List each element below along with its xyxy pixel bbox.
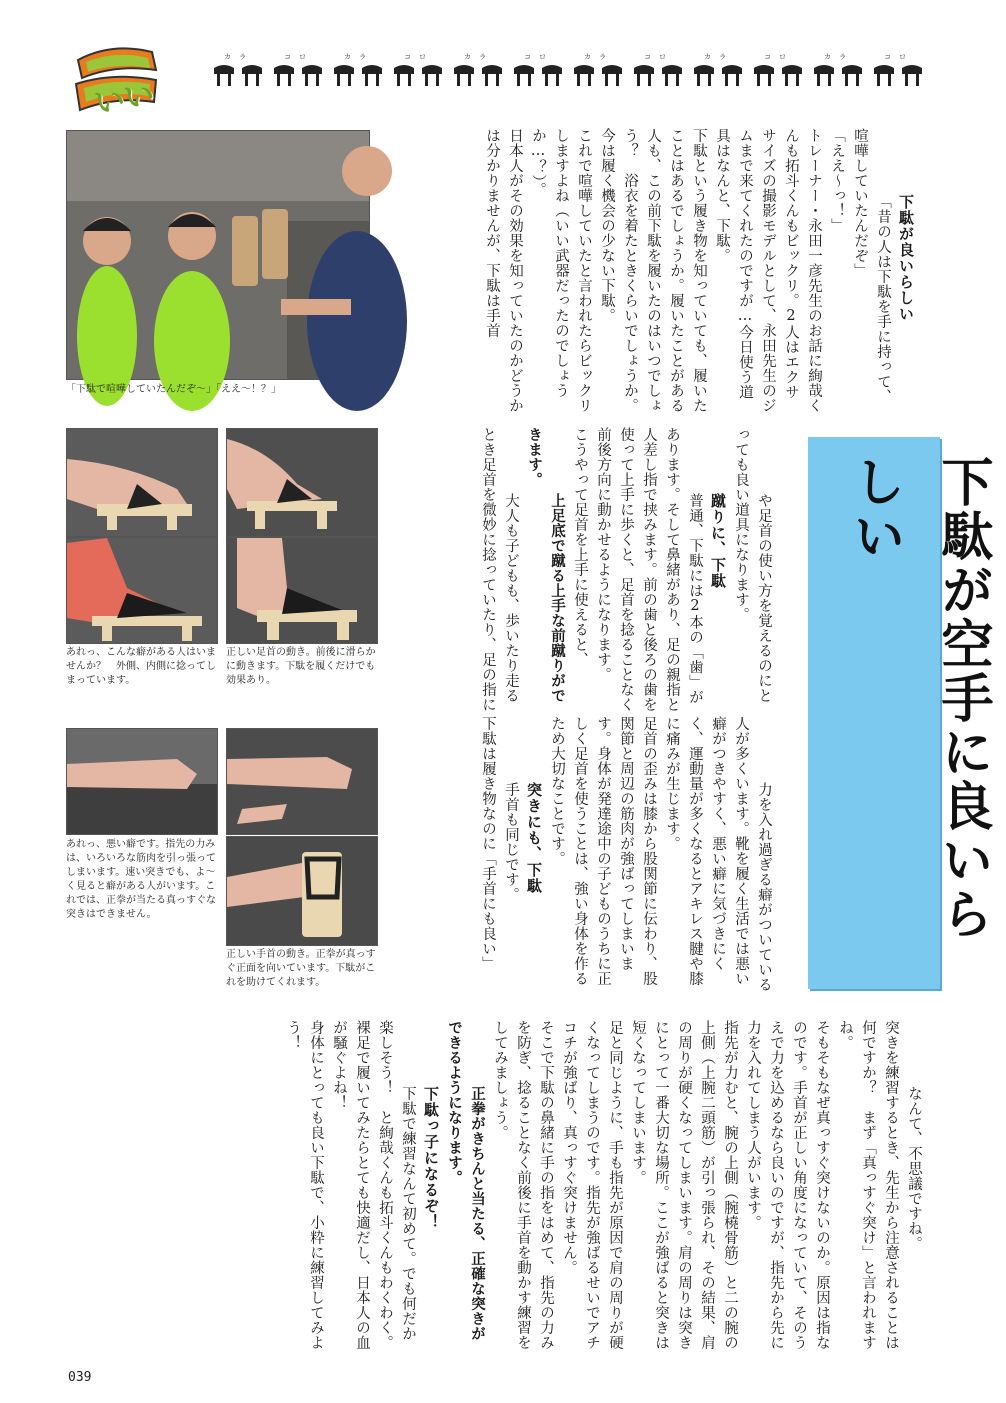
section-emphasis: 上足底で蹴る上手な前蹴りができます。	[526, 427, 565, 703]
geta-sound: コロ	[284, 53, 314, 61]
geta-sound: カラ	[824, 53, 854, 61]
hand-good-caption: 正しい手首の動き。正拳が真っすぐ正面を向いています。下駄がこれを助けてくれます。	[226, 949, 376, 988]
section-emphasis: 正拳がきちんと当たる、正確な突きができるようになります。	[446, 1020, 485, 1341]
geta-icon	[872, 62, 926, 88]
geta-icon	[272, 62, 326, 88]
hand-good-photo-1	[226, 728, 378, 835]
section-body: 普通、下駄には2本の「歯」があります。そして鼻緒があり、足の親指と人差し指で挟みます。前の歯と後ろの歯を使って上手に歩くと、足首を捻ることなく前後方向に動かせるようになります。 こうやって足首を上手に使えると、	[572, 427, 703, 712]
title-box	[808, 437, 992, 989]
geta-sound: コロ	[644, 53, 674, 61]
hand-bad-caption: あれっ、悪い癖です。指先の力みは、いろいろな筋肉を引っ張ってしまいます。速い突きでも、よ〜く見ると癖がある人がいます。これでは、正拳が当たる真っすぐな突きはできません。	[66, 839, 216, 920]
geta-sound: コロ	[524, 53, 554, 61]
geta-icon	[692, 62, 746, 88]
geta-icon	[212, 62, 266, 88]
main-photo	[66, 130, 370, 380]
geta-sound: カラ	[584, 53, 614, 61]
page-title: 下駄が空手に良いらしい	[844, 455, 992, 941]
geta-sound: カラ	[464, 53, 494, 61]
geta-sound: カラ	[224, 53, 254, 61]
section-heading: 突きにも、下駄	[525, 782, 543, 894]
geta-pair	[512, 52, 566, 92]
geta-pair	[392, 52, 446, 92]
geta-sound: コロ	[764, 53, 794, 61]
foot-bad-caption: あれっ、こんな癖がある人はいませんか？ 外側、内側に捻ってしまっています。	[66, 647, 216, 686]
section-lead: や足首の使い方を覚えるのにとっても良い道具になります。	[733, 427, 772, 703]
geta-pair	[692, 52, 746, 92]
geta-pair	[212, 52, 266, 92]
geta-pair	[752, 52, 806, 92]
geta-sound: コロ	[404, 53, 434, 61]
geta-icon	[452, 62, 506, 88]
geta-sound: カラ	[344, 53, 374, 61]
geta-sound: コロ	[884, 53, 914, 61]
geta-pair	[812, 52, 866, 92]
geta-icon	[752, 62, 806, 88]
foot-good-photo-1	[226, 428, 378, 537]
hand-good-photo-2	[226, 836, 378, 946]
foot-bad-photo-2	[66, 537, 218, 644]
page-number: 039	[68, 1370, 92, 1385]
geta-icon	[332, 62, 386, 88]
section-body: 力を入れ過ぎる癖がついている人が多くいます。靴を履く生活では悪い癖がつきやすく、悪い癖に気づきにくく、運動量が多くなるとアキレス腱や膝に痛みが生じます。 足首の歪みは膝から股関節に伝わり、股関節と周辺の筋肉が強ばってしまいます。身体が発達途中の子どものうちに正しく足首を使うことは、強い身体を作るため大切なことです。	[549, 716, 772, 992]
geta-pair	[572, 52, 626, 92]
logo-text: いい	[92, 77, 158, 122]
geta-header-row	[212, 52, 952, 92]
geta-pair	[272, 52, 326, 92]
geta-icon	[632, 62, 686, 88]
geta-sound: カラ	[704, 53, 734, 61]
geta-pair	[632, 52, 686, 92]
main-photo-caption: 「下駄で喧嘩していたんだぞ〜」「ええ〜！？」	[66, 384, 281, 395]
section-tsuki	[388, 716, 798, 996]
section-geta-good	[380, 128, 940, 413]
corner-logo	[72, 40, 160, 120]
section-heading: 蹴りに、下駄	[709, 493, 727, 589]
hand-bad-photo	[66, 728, 218, 835]
foot-good-caption: 正しい足首の動き。前後に滑らかに動きます。下駄を履くだけでも効果あり。	[226, 647, 376, 686]
geta-pair	[332, 52, 386, 92]
geta-icon	[812, 62, 866, 88]
geta-icon	[392, 62, 446, 88]
section-body: 下駄で練習なんて初めて。でも何だか楽しそう！ と絢哉くんも拓斗くんもわくわく。裸足で履いてみたらとても快適だし、日本人の血が騒ぐよね！ 身体にとっても良い下駄で、小粋に練習してみよう！	[285, 1020, 416, 1350]
section-heading: 下駄っ子になるぞ！	[422, 1086, 440, 1230]
section-body-after: 大人も子どもも、歩いたり走るとき足首を微妙に捻っていたり、足の指に	[480, 427, 519, 712]
foot-good-photo-2	[226, 537, 378, 644]
geta-icon	[572, 62, 626, 88]
section-body: 手首も同じです。 下駄は履き物なのに「手首にも良い」	[480, 716, 519, 971]
foot-bad-photo-1	[66, 428, 218, 537]
geta-pair	[452, 52, 506, 92]
section-body: 「昔の人は下駄を手に持って、喧嘩していたんだぞ」 「ええ〜っ！」 トレーナー・永田一彦先生のお話に絢哉くんも拓斗くんもビックリ。2人はエクササイズの撮影モデルとして、永田先生のジムまで来てくれたのですが…今日使う道具はなんと、下駄。 下駄という履き物を知っていても、履いたことはあるでしょうか。履いたことがある人も、この前下駄を履いたのはいつでしょう？ 浴衣を着たときくらいでしょうか。 今は履く機会の少ない下駄。 これで喧嘩していたと言われたらビックリしますよね（いい武器だったのでしょうか…？）。 日本人がその効果を知っていたのかどうかは分かりませんが、下駄は手首	[484, 128, 891, 413]
section-body: なんて、不思議ですね。 突きを練習するとき、先生から注意されることは何ですか？ まず「真っすぐ突け」と言われますね。 そもそもなぜ真っすぐ突けないのか。原因は指なのです。手首が正しい角度になっていて、そのうえで力を込めるなら良いのですが、指先から先に力を入れてしまう人がいます。 指先が力むと、腕の上側（腕橈骨筋）と二の腕の上側（上腕二頭筋）が引っ張られ、その結果、肩の周りが硬くなってしまいます。肩の周りは突きにとって一番大切な場所。ここが強ばると突きは短くなってしまいます。 足と同じように、手も指先が原因で肩の周りが硬くなってしまうのです。指先が強ばるせいでアチコチが強ばり、真っすぐ突けません。 そこで下駄の鼻緒に手の指をはめて、指先の力みを防ぎ、捻ることなく前後に手首を動かす練習をしてみましょう。	[492, 1020, 922, 1350]
section-keri	[388, 427, 798, 712]
section-heading: 下駄が良いらしい	[897, 194, 915, 322]
section-bottom	[110, 1020, 948, 1350]
geta-pair	[872, 52, 926, 92]
geta-icon	[512, 62, 566, 88]
